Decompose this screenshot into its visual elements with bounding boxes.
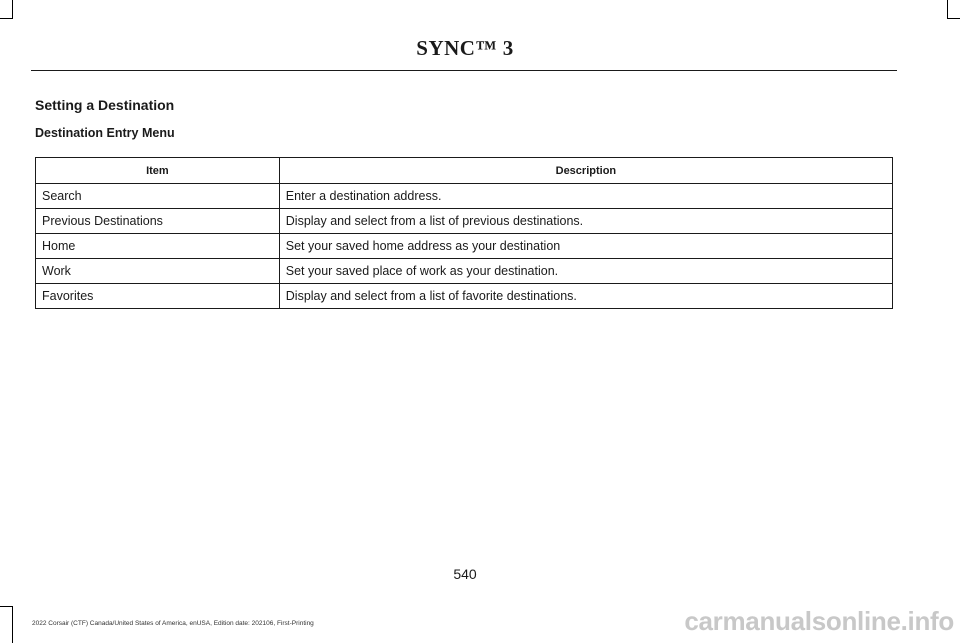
column-header-description: Description — [279, 158, 892, 184]
description-cell: Set your saved home address as your destination — [279, 234, 892, 259]
crop-mark — [12, 0, 13, 18]
item-cell: Favorites — [36, 284, 280, 309]
item-cell: Work — [36, 259, 280, 284]
column-header-item: Item — [36, 158, 280, 184]
table-title: Destination Entry Menu — [35, 126, 175, 140]
description-cell: Display and select from a list of favorite destinations. — [279, 284, 892, 309]
item-cell: Search — [36, 184, 280, 209]
crop-mark — [947, 18, 960, 19]
page-number: 540 — [453, 566, 477, 582]
table-row — [36, 209, 893, 234]
description-cell: Enter a destination address. — [279, 184, 892, 209]
table-header-row — [36, 158, 893, 184]
crop-mark — [0, 18, 13, 19]
table-row — [36, 259, 893, 284]
edition-footer: 2022 Corsair (CTF) Canada/United States of America, enUSA, Edition date: 202106, First-Printing — [32, 620, 314, 627]
table-row — [36, 234, 893, 259]
watermark: carmanualsonline.info — [684, 606, 954, 636]
description-cell: Set your saved place of work as your destination. — [279, 259, 892, 284]
crop-mark — [947, 0, 948, 18]
header-divider — [31, 70, 897, 71]
crop-mark — [12, 606, 13, 643]
description-cell: Display and select from a list of previous destinations. — [279, 209, 892, 234]
page-header-title: SYNC™ 3 — [416, 36, 514, 60]
item-cell: Previous Destinations — [36, 209, 280, 234]
destination-entry-table — [35, 157, 893, 309]
table-row — [36, 184, 893, 209]
table-row — [36, 284, 893, 309]
crop-mark — [0, 606, 13, 607]
item-cell: Home — [36, 234, 280, 259]
section-heading: Setting a Destination — [35, 97, 175, 113]
